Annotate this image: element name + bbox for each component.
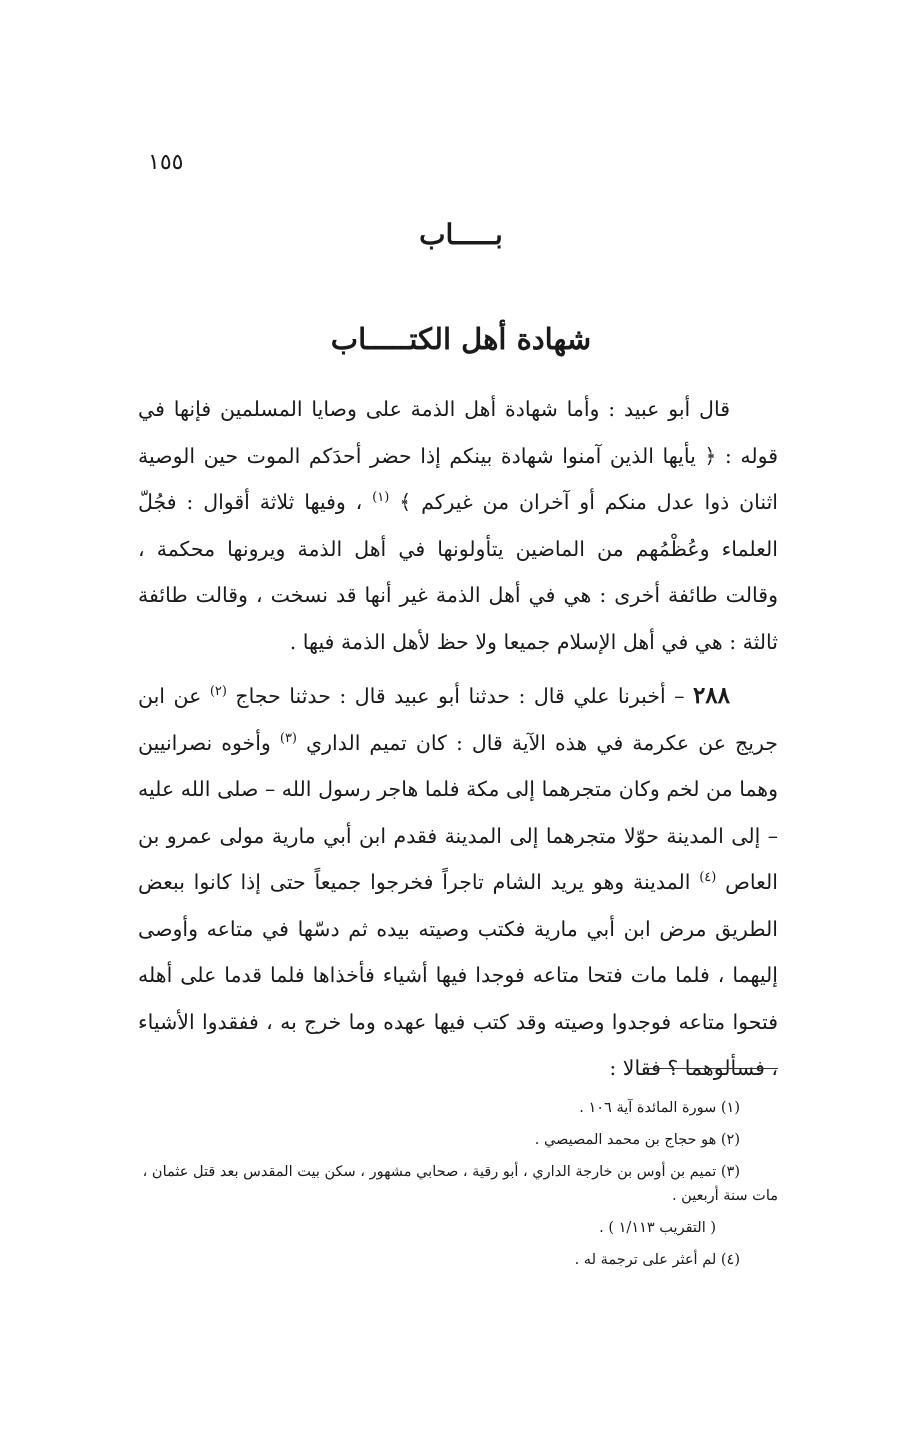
paragraph-hadith-288	[138, 673, 778, 1092]
chapter-heading: بـــــاب	[419, 218, 503, 251]
footnote-3-source: ( التقريب ١/١١٣ ) .	[599, 1220, 716, 1236]
footnote-4: (٤) لم أعثر على ترجمة له .	[574, 1252, 740, 1268]
hadith-text-part3: وأخوه نصرانيين وهما من لخم وكان متجرهما إلى مكة فلما هاجر رسول الله – صلى الله عليه – إلى المدينة حوّلا متجرهما إلى المدينة فقدم ابن أبي مارية مولى عمرو بن العاص	[138, 730, 778, 894]
footnote-ref-1[interactable]: (١)	[372, 490, 390, 506]
footnote-1: (١) سورة المائدة آية ١٠٦ .	[579, 1100, 740, 1116]
footnotes	[138, 1092, 778, 1276]
footnote-2: (٢) هو حجاج بن محمد المصيصي .	[534, 1132, 740, 1148]
hadith-number: ٢٨٨	[692, 682, 730, 709]
footnote-ref-4[interactable]: (٤)	[699, 870, 717, 886]
footnote-3: (٣) تميم بن أوس بن خارجة الداري ، أبو رقية ، صحابي مشهور ، سكن بيت المقدس بعد قتل عثمان ، مات سنة أربعين .	[142, 1164, 778, 1204]
hadith-text-part2: عن ابن جريج عن عكرمة في هذه الآية قال : كان تميم الداري	[138, 684, 778, 755]
footnote-divider	[643, 1068, 778, 1069]
section-heading: شهادة أهل الكتـــــاب	[330, 322, 592, 356]
footnote-ref-3[interactable]: (٣)	[279, 730, 297, 746]
paragraph-quran-verse	[138, 386, 778, 665]
paragraph1-rest: ، وفيها ثلاثة أقوال : فجُلّ العلماء وعُظْمُهم من الماضين يتأولونها في أهل الذمة ويرونها محكمة ، وقالت طائفة أخرى : هي في أهل الذمة غير أنها قد نسخت ، وقالت طائفة ثالثة : هي في أهل الإسلام جميعا ولا حظ لأهل الذمة فيها .	[138, 490, 778, 654]
hadith-text-part1: – أخبرنا علي قال : حدثنا أبو عبيد قال : حدثنا حجاج	[226, 684, 693, 708]
page-number: ١٥٥	[148, 150, 184, 175]
footnote-ref-2[interactable]: (٢)	[209, 684, 227, 700]
paragraph1-text: قال أبو عبيد : وأما شهادة أهل الذمة على وصايا المسلمين فإنها في قوله : ﴿ يأيها الذين آمنوا شهادة بينكم إذا حضر أحدَكم الموت حين الوصية اثنان ذوا عدل منكم أو آخران من غيركم ﴾	[138, 397, 778, 514]
hadith-text-part4: المدينة وهو يريد الشام تاجراً فخرجوا جميعاً حتى إذا كانوا ببعض الطريق مرض ابن أبي مارية فكتب وصيته بيده ثم دسّها في متاعه وأوصى إليهما ، فلما مات فتحا متاعه فوجدا فيها أشياء فأخذاها فلما قدما على أهله فتحوا متاعه فوجدوا وصيته وقد كتب فيها عهده وما خرج به ، ففقدوا الأشياء ، فسألوهما ؟ فقالا :	[138, 870, 778, 1080]
